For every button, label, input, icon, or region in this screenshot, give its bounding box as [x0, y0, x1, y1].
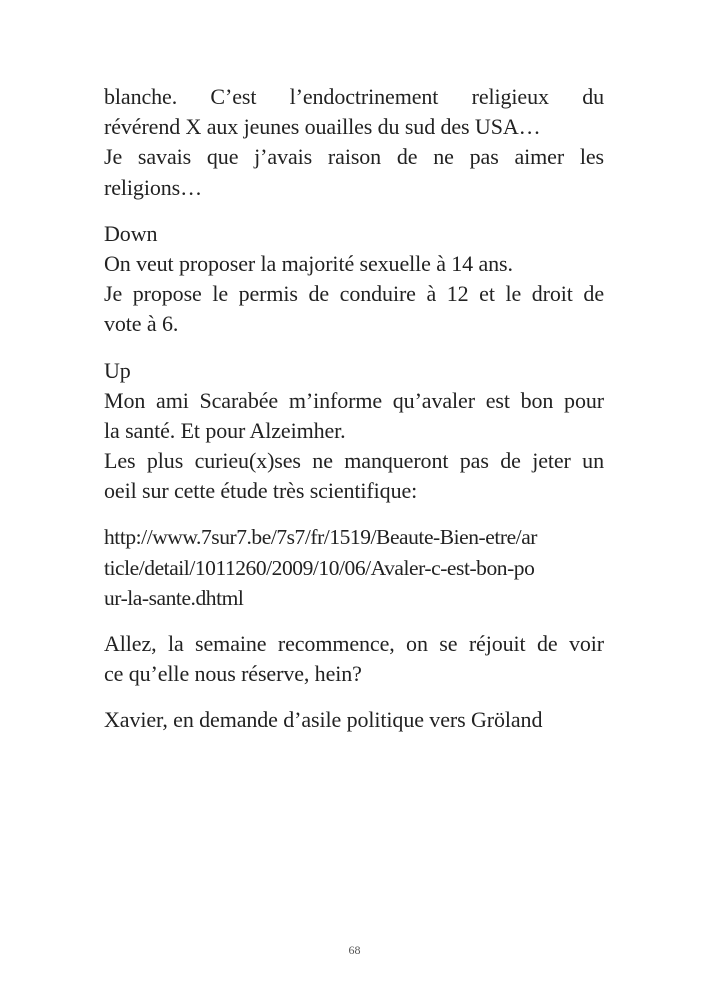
text-line: Je savais que j’avais raison de ne pas aimer les	[104, 144, 604, 170]
section-heading-up: Up	[104, 357, 131, 383]
text-line: blanche. C’est l’endoctrinement religieux du	[104, 84, 604, 109]
paragraph-gap	[104, 506, 604, 522]
paragraph-gap	[104, 340, 604, 356]
text-line: révérend X aux jeunes ouailles du sud des USA…	[104, 114, 541, 140]
text-line: Les plus curieu(x)ses ne manqueront pas de jeter un	[104, 448, 604, 474]
text-line: vote à 6.	[104, 311, 179, 337]
page-number: 68	[348, 943, 361, 957]
article-link-line[interactable]: ticle/detail/1011260/2009/10/06/Avaler-c-est-bon-po	[104, 555, 535, 580]
paragraph-gap	[104, 689, 604, 705]
text-line: religions…	[104, 174, 202, 200]
signature: Xavier, en demande d’asile politique vers Gröland	[104, 707, 543, 733]
article-link-line[interactable]: ur-la-sante.dhtml	[104, 585, 244, 610]
page-body	[104, 82, 604, 736]
text-line: Je propose le permis de conduire à 12 et le droit de	[104, 281, 604, 307]
text-line: ce qu’elle nous réserve, hein?	[104, 661, 362, 687]
paragraph-gap	[104, 203, 604, 219]
text-line: Allez, la semaine recommence, on se réjouit de voir	[104, 631, 604, 656]
text-line: Mon ami Scarabée m’informe qu’avaler est bon pour	[104, 387, 604, 413]
paragraph-gap	[104, 613, 604, 629]
section-heading-down: Down	[104, 220, 158, 246]
text-line: la santé. Et pour Alzeimher.	[104, 417, 346, 443]
article-link-line[interactable]: http://www.7sur7.be/7s7/fr/1519/Beaute-Bien-etre/ar	[104, 525, 538, 550]
text-line: On veut proposer la majorité sexuelle à 14 ans.	[104, 250, 513, 276]
text-line: oeil sur cette étude très scientifique:	[104, 478, 418, 504]
